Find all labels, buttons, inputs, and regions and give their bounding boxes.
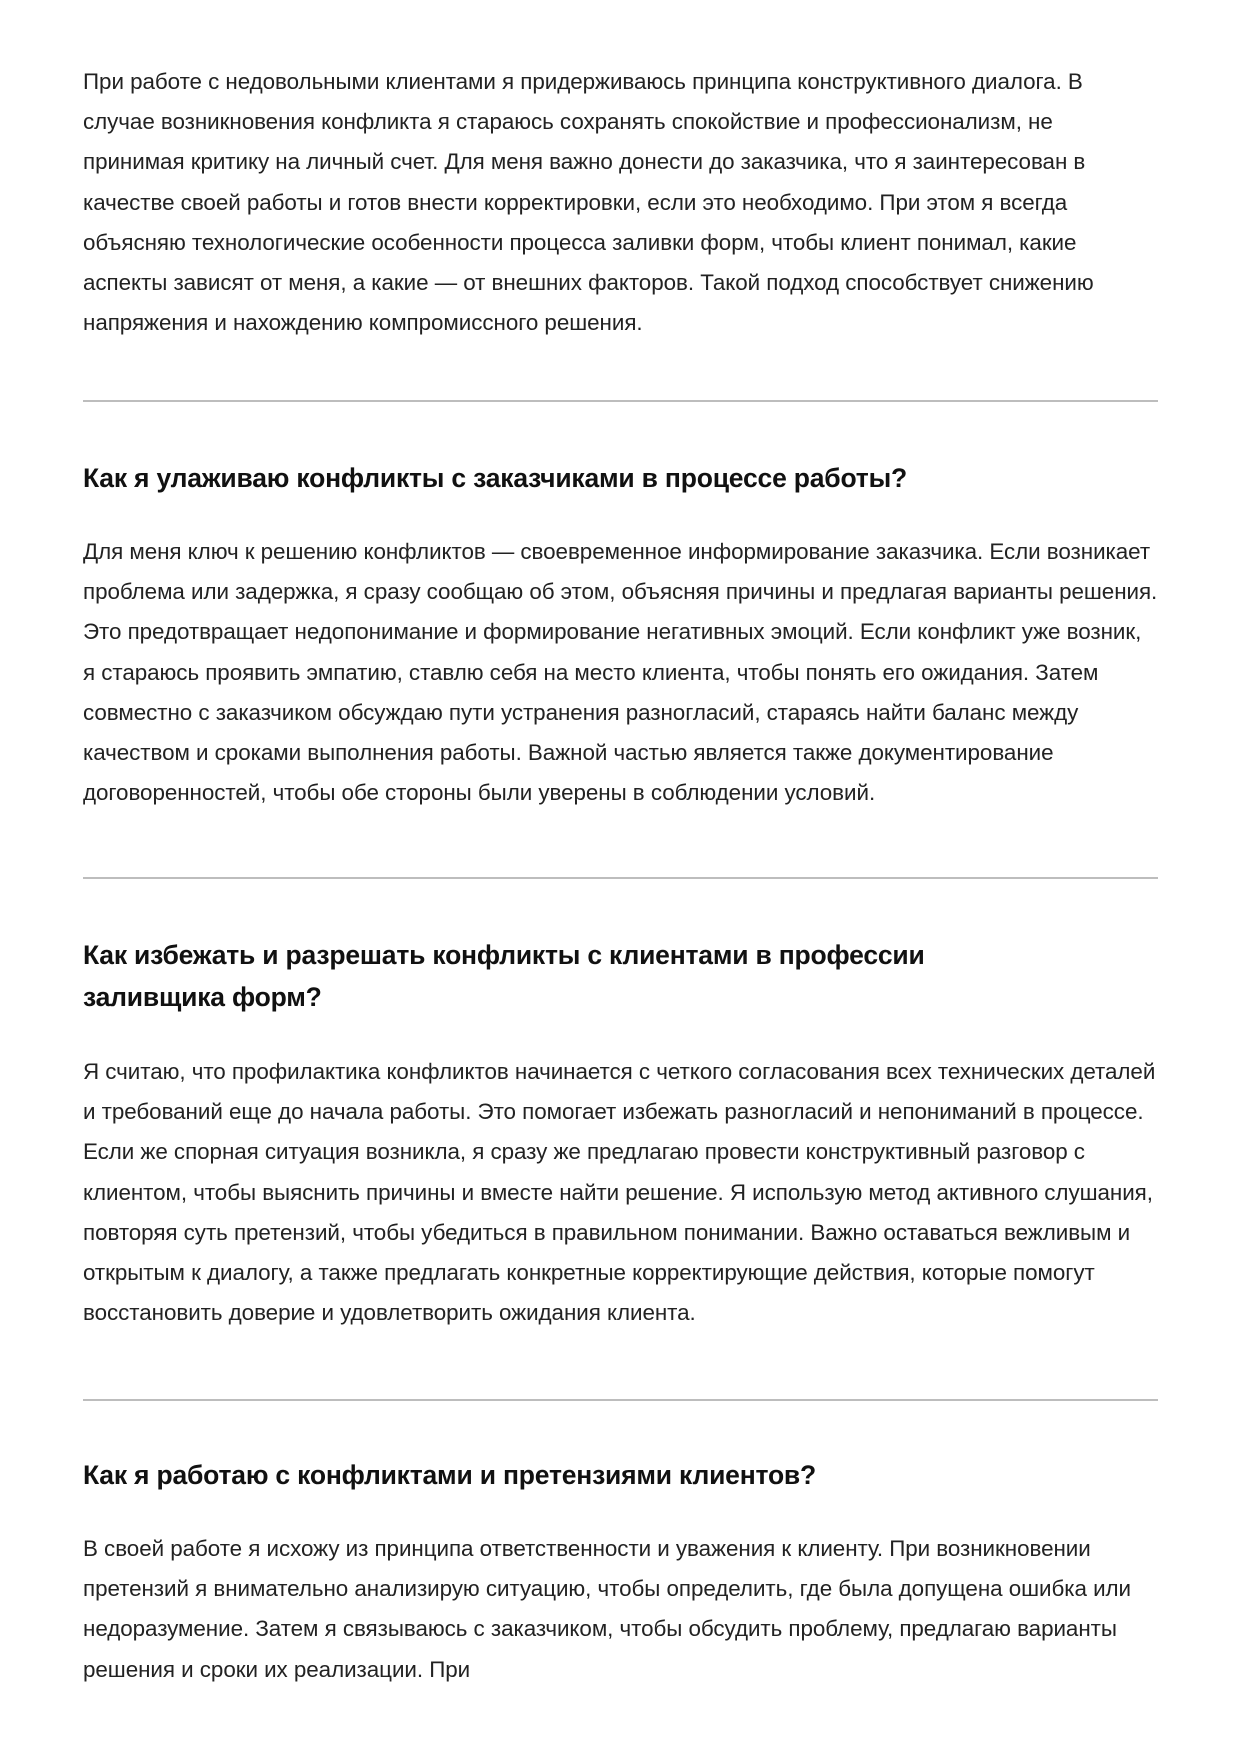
section-paragraph: Я считаю, что профилактика конфликтов начинается с четкого согласования всех технических деталей и требований еще до начала работы. Это помогает избежать разногласий и непониманий в процессе. Если же спорная ситуация возникла, я сразу же предлагаю провести конструктивный разговор с клиентом, чтобы выяснить причины и вместе найти решение. Я использую метод активного слушания, повторяя суть претензий, чтобы убедиться в правильном понимании. Важно оставаться вежливым и открытым к диалогу, а также предлагать конкретные корректирующие действия, которые помогут восстановить доверие и удовлетворить ожидания клиента. — [83, 1059, 1156, 1326]
intro-paragraph: При работе с недовольными клиентами я придерживаюсь принципа конструктивного диалога. В случае возникновения конфликта я стараюсь сохранять спокойствие и профессионализм, не принимая критику на личный счет. Для меня важно донести до заказчика, что я заинтересован в качестве своей работы и готов внести корректировки, если это необходимо. При этом я всегда объясняю технологические особенности процесса заливки форм, чтобы клиент понимал, какие аспекты зависят от меня, а какие — от внешних факторов. Такой подход способствует снижению напряжения и нахождению компромиссного решения. — [83, 69, 1094, 336]
divider-3-wrap — [83, 1399, 1158, 1401]
section-paragraph: В своей работе я исхожу из принципа ответственности и уважения к клиенту. При возникновении претензий я внимательно анализирую ситуацию, чтобы определить, где была допущена ошибка или недоразумение. Затем я связываюсь с заказчиком, чтобы обсудить проблему, предлагаю варианты решения и сроки их реализации. При — [83, 1536, 1132, 1682]
section-paragraph: Для меня ключ к решению конфликтов — своевременное информирование заказчика. Если возникает проблема или задержка, я сразу сообщаю об этом, объясняя причины и предлагая варианты решения. Это предотвращает недопонимание и формирование негативных эмоций. Если конфликт уже возник, я стараюсь проявить эмпатию, ставлю себя на место клиента, чтобы понять его ожидания. Затем совместно с заказчиком обсуждаю пути устранения разногласий, стараясь найти баланс между качеством и сроками выполнения работы. Важной частью является также документирование договоренностей, чтобы обе стороны были уверены в соблюдении условий. — [83, 539, 1158, 806]
divider — [83, 400, 1158, 402]
section-heading: Как я работаю с конфликтами и претензиями клиентов? — [83, 1460, 817, 1490]
intro-section — [83, 62, 1158, 343]
section-heading: Как избежать и разрешать конфликты с клиентами в профессии заливщика форм? — [83, 940, 925, 1012]
section-1 — [83, 458, 1158, 498]
divider — [83, 877, 1158, 879]
section-2-body — [83, 1052, 1158, 1333]
section-3-body — [83, 1529, 1158, 1690]
section-2 — [83, 934, 1158, 1018]
section-1-body — [83, 532, 1158, 813]
divider-1-wrap — [83, 400, 1158, 402]
divider-2-wrap — [83, 877, 1158, 879]
section-3 — [83, 1455, 1158, 1495]
divider — [83, 1399, 1158, 1401]
section-heading: Как я улаживаю конфликты с заказчиками в процессе работы? — [83, 463, 907, 493]
